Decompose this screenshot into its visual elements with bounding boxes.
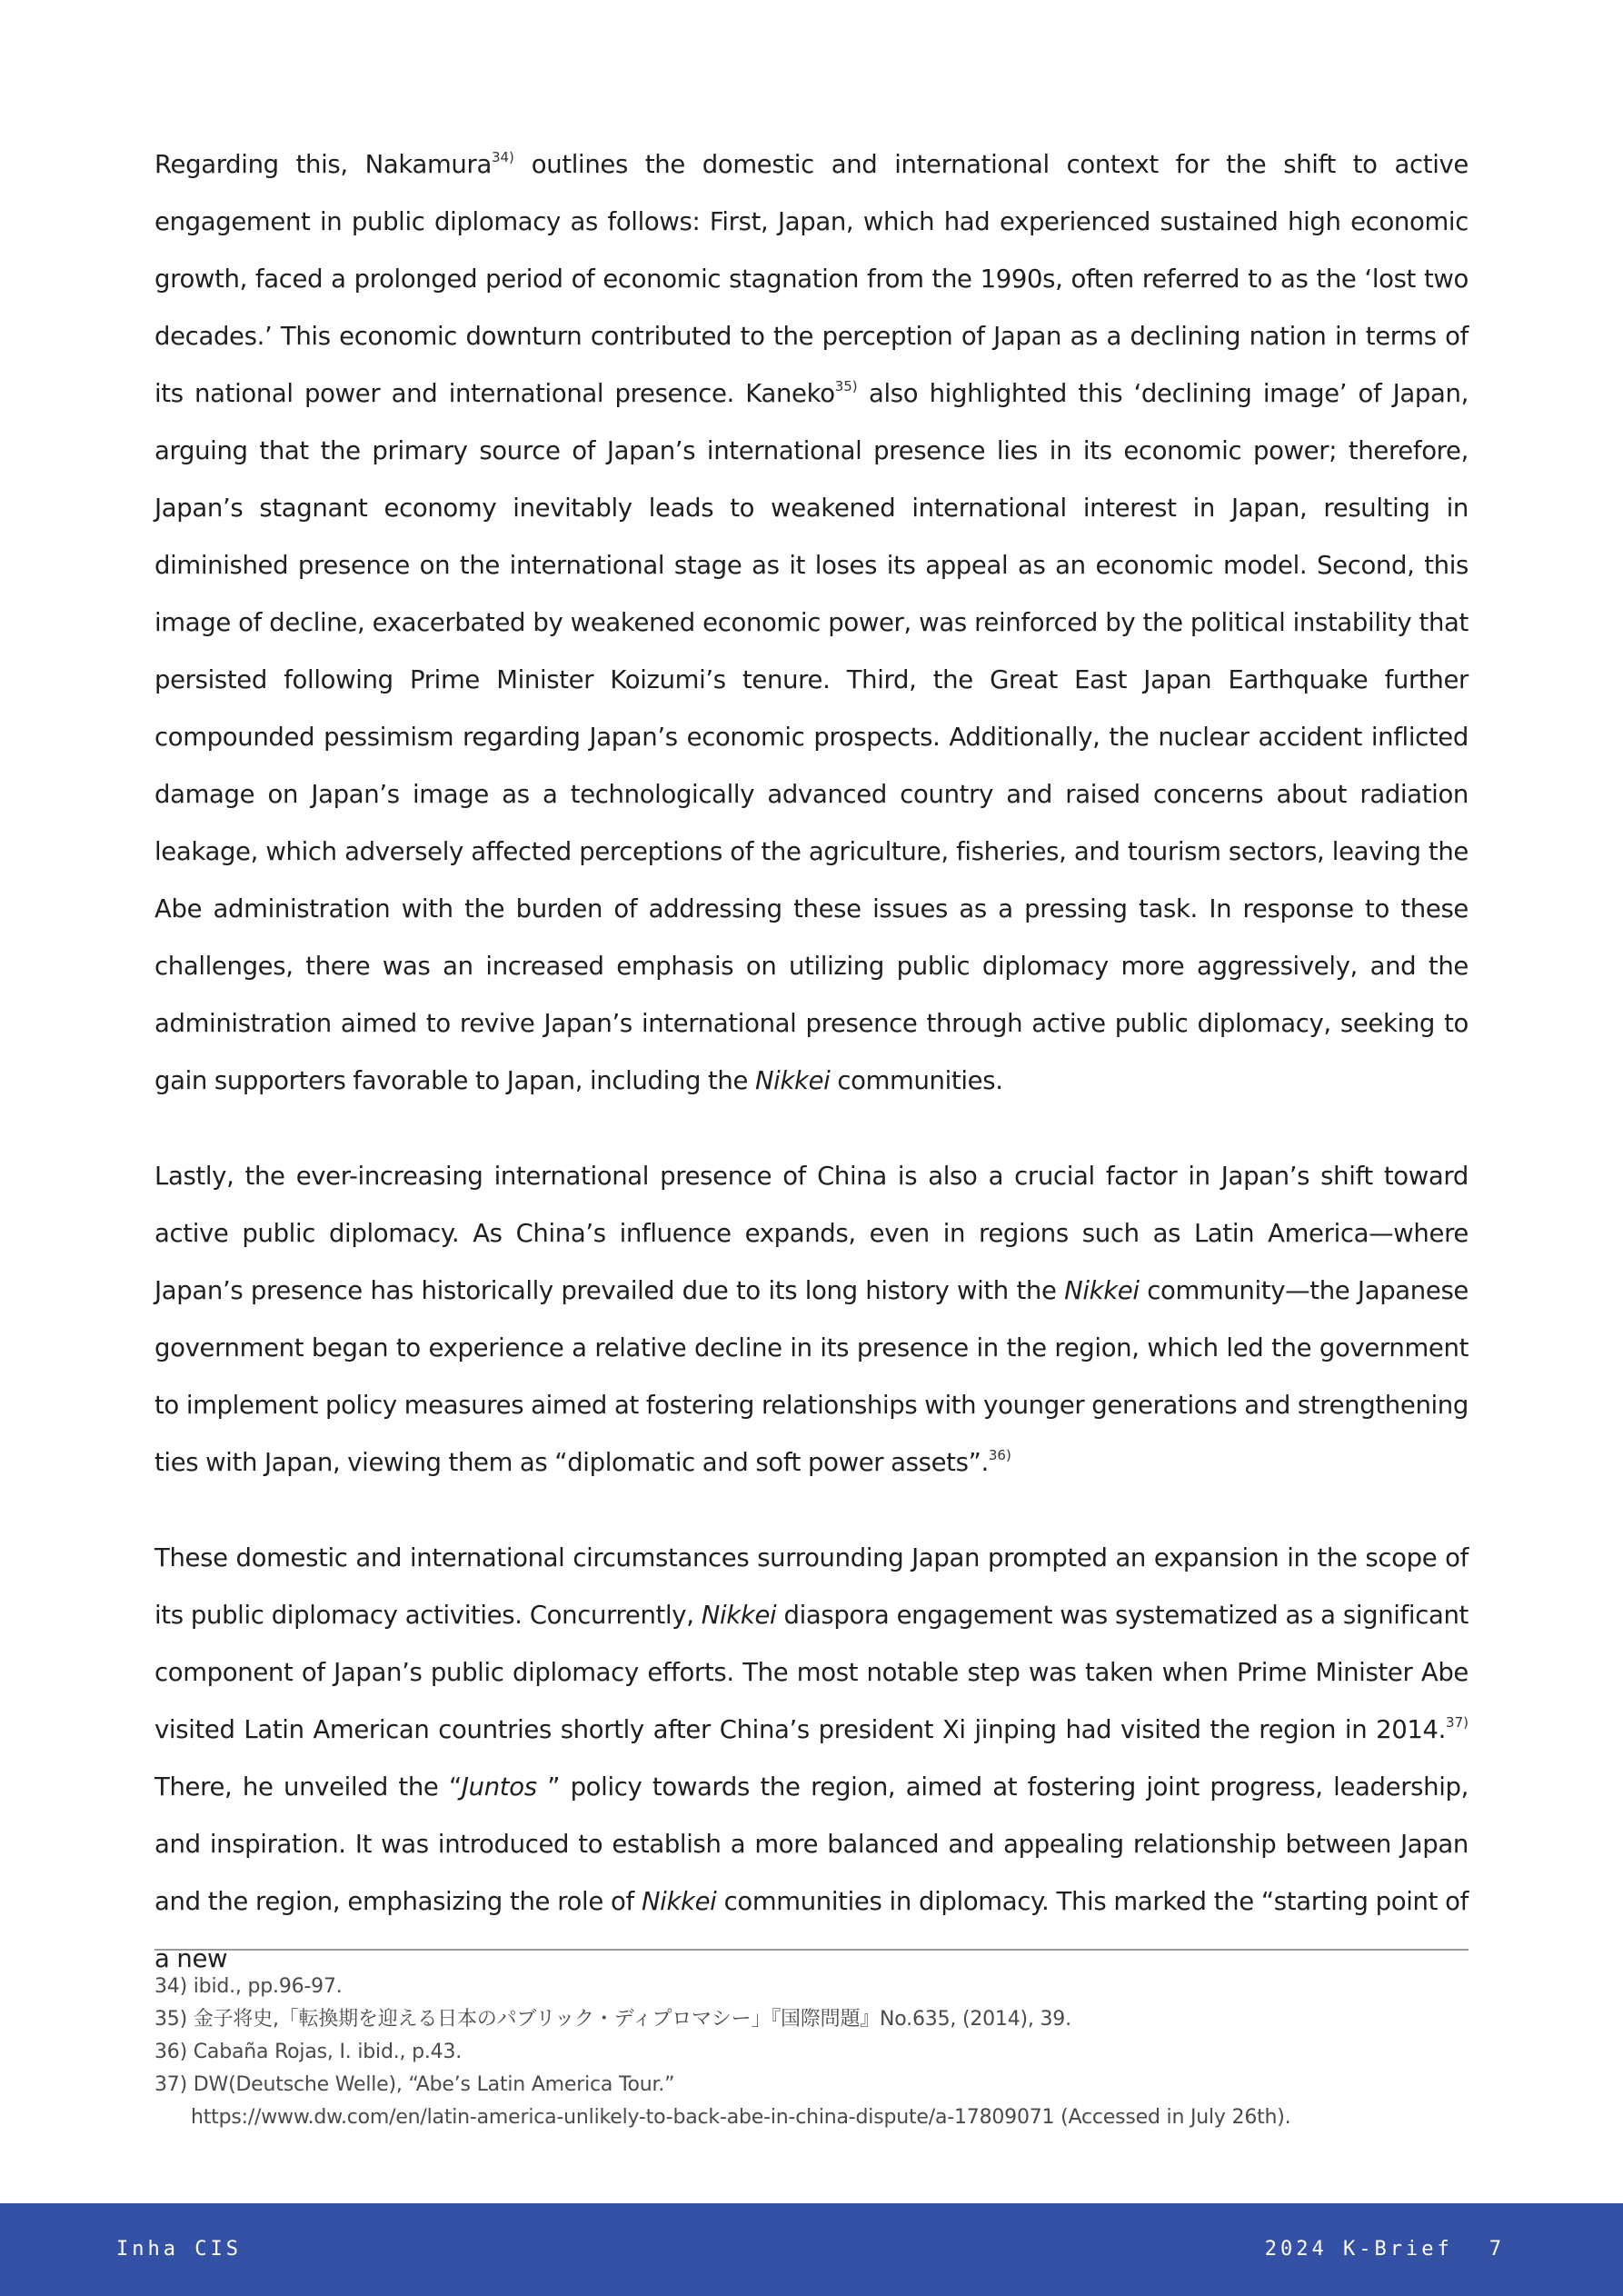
footnotes (154, 1971, 1469, 2134)
footnote-36: 36) Cabaña Rojas, I. ibid., p.43. (154, 2041, 463, 2063)
italic-term: Nikkei (701, 1601, 777, 1630)
footnote-ref-37[interactable]: 37) (1446, 1714, 1469, 1731)
footnote-37-url[interactable]: https://www.dw.com/en/latin-america-unlikely-to-back-abe-in-china-dispute/a-17809071 (Accessed in July 26th). (191, 2106, 1291, 2129)
italic-term: Nikkei (1064, 1276, 1140, 1305)
paragraph-3: These domestic and international circumstances surrounding Japan prompted an expansion in the scope of its public diplomacy activities. Concurrently, Nikkei diaspora engagement was systematized as a significant component of Japan’s public diplomacy efforts. The most notable step was taken when Prime Minister Abe visited Latin American countries shortly after China’s president Xi jinping had visited the region in 2014.$^{37)}$ There, he unveiled the “Juntos ” policy towards the region, aimed at fostering joint progress, leadership, and inspiration. It was introduced to establish a more balanced and appealing relationship between Japan and the region, emphasizing the role of Nikkei communities in diplomacy. This marked the “starting point of a new (154, 1543, 1469, 1973)
footnote-35: 35) 金子将史,「転換期を迎える日本のパブリック・ディプロマシー」『国際問題』No.635, (2014), 39. (154, 2008, 1071, 2031)
article-body (154, 136, 1469, 1988)
footnote-ref-35[interactable]: 35) (834, 378, 858, 394)
footer-right (1265, 2238, 1505, 2261)
footer-publisher: Inha CIS (116, 2238, 242, 2261)
footnote-37: 37) DW(Deutsche Welle), “Abe’s Latin America Tour.” (154, 2073, 675, 2096)
paragraph-1: Regarding this, Nakamura$^{34)}$ outlines the domestic and international context for the shift to active engagement in public diplomacy as follows: First, Japan, which had experienced sustained high economic growth, faced a prolonged period of economic stagnation from the 1990s, often referred to as the ‘lost two decades.’ This economic downturn contributed to the perception of Japan as a declining nation in terms of its national power and international presence. Kaneko$^{35)}$ also highlighted this ‘declining image’ of Japan, arguing that the primary source of Japan’s international presence lies in its economic power; therefore, Japan’s stagnant economy inevitably leads to weakened international interest in Japan, resulting in diminished presence on the international stage as it loses its appeal as an economic model. Second, this image of decline, exacerbated by weakened economic power, was reinforced by the political instability that persisted following Prime Minister Koizumi’s tenure. Third, the Great East Japan Earthquake further compounded pessimism regarding Japan’s economic prospects. Additionally, the nuclear accident inflicted damage on Japan’s image as a technologically advanced country and raised concerns about radiation leakage, which adversely affected perceptions of the agriculture, fisheries, and tourism sectors, leaving the Abe administration with the burden of addressing these issues as a pressing task. In response to these challenges, there was an increased emphasis on utilizing public diplomacy more aggressively, and the administration aimed to revive Japan’s international presence through active public diplomacy, seeking to gain supporters favorable to Japan, including the Nikkei communities. (154, 149, 1469, 1095)
footnote-divider (154, 1949, 1469, 1951)
page-footer-bar (0, 2203, 1623, 2296)
paragraph-2: Lastly, the ever-increasing international presence of China is also a crucial factor in Japan’s shift toward active public diplomacy. As China’s influence expands, even in regions such as Latin America—where Japan’s presence has historically prevailed due to its long history with the Nikkei community—the Japanese government began to experience a relative decline in its presence in the region, which led the government to implement policy measures aimed at fostering relationships with younger generations and strengthening ties with Japan, viewing them as “diplomatic and soft power assets”.$^{36)}$ (154, 1162, 1469, 1477)
footnote-ref-36[interactable]: 36) (988, 1447, 1011, 1463)
italic-term: Juntos (461, 1772, 548, 1802)
footnote-34: 34) ibid., pp.96-97. (154, 1975, 343, 1998)
footer-publication: 2024 K-Brief (1264, 2238, 1453, 2261)
footnote-ref-34[interactable]: 34) (491, 149, 514, 165)
page-number: 7 (1489, 2238, 1505, 2261)
italic-term: Nikkei (641, 1887, 717, 1916)
italic-term: Nikkei (754, 1066, 831, 1095)
